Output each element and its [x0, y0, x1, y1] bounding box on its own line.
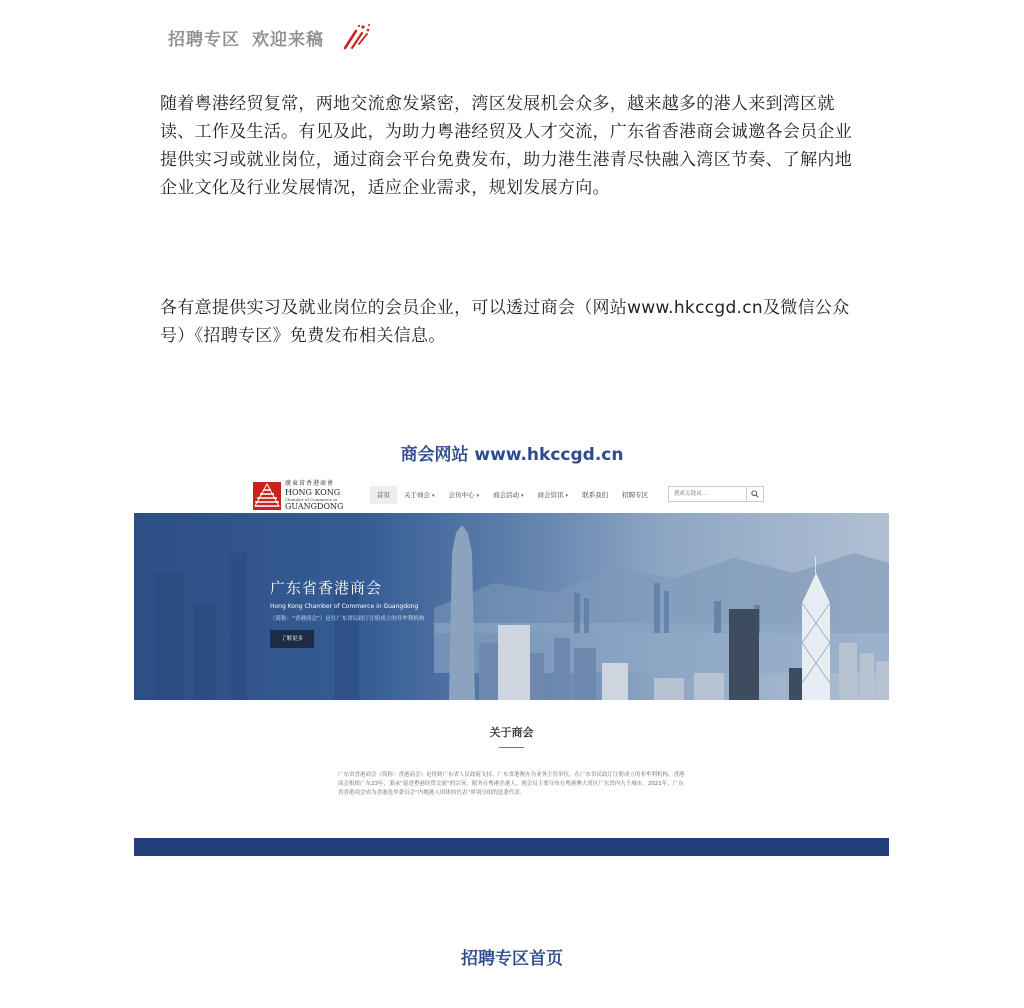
site-navbar: [134, 476, 889, 513]
about-title: 关于商会: [489, 726, 534, 739]
logo-en-line2: Chamber of Commerce in: [285, 497, 338, 502]
website-caption: 商会网站 www.hkccgd.cn: [400, 445, 624, 465]
main-nav: [370, 486, 655, 504]
hero-subtitle-en: Hong Kong Chamber of Commerce in Guangdong: [270, 603, 419, 610]
nav-item-recruit[interactable]: [615, 486, 655, 504]
nav-item-members[interactable]: [442, 486, 487, 504]
recruit-home-caption: 招聘专区首页: [461, 949, 563, 969]
nav-item-events[interactable]: [486, 486, 531, 504]
chevron-down-icon: ▾: [432, 493, 435, 499]
about-text: 广东省香港商会（简称：香港商会）是得到广东省人民政府支持、广东省港澳办为业务主管单位，在广东省民政厅注册成立的非牟利机构。香港商会根植广东23年，秉承“促进粤港经贸交流”的宗旨，服务在粤港企港人。现会员主要分布在粤港澳大湾区广东省内九个城市。2021年，广东省香港商会成为香港选举委员会“内地港人团体的代表”界别分组的选委代表。: [338, 772, 685, 796]
website-screenshot: [134, 476, 889, 856]
search-icon: [751, 490, 759, 498]
firework-icon: [342, 22, 372, 52]
header-section-name: 招聘专区: [168, 29, 240, 50]
header-title: [168, 25, 324, 50]
about-divider: [499, 747, 524, 748]
nav-item-label: 招聘专区: [622, 491, 649, 499]
hero-banner: [134, 513, 889, 700]
learn-more-button[interactable]: 了解更多: [270, 630, 314, 648]
nav-item-news[interactable]: [531, 486, 576, 504]
site-search: [668, 486, 764, 502]
chevron-down-icon: ▾: [565, 493, 569, 499]
skyline-image: [134, 513, 889, 700]
nav-item-contact[interactable]: [575, 486, 615, 504]
nav-item-label: 会员中心: [448, 491, 475, 499]
hero-subtitle-cn: （简称：“香港商会”）是在广东省民政厅注册成立的非牟利机构: [270, 616, 425, 622]
publish-paragraph: 各有意提供实习及就业岗位的会员企业，可以透过商会（网站www.hkccgd.cn及微信公众号）《招聘专区》免费发布相关信息。: [160, 298, 850, 346]
nav-item-label: 联系我们: [582, 491, 609, 499]
section-header: [168, 22, 372, 52]
search-button[interactable]: [746, 487, 763, 501]
chevron-down-icon: ▾: [476, 493, 480, 499]
footer-bar: [134, 838, 889, 856]
nav-item-label: 商会活动: [493, 491, 520, 499]
nav-item-label: 商会资讯: [537, 491, 564, 499]
nav-item-home[interactable]: [370, 486, 397, 504]
logo-en-line3: GUANGDONG: [285, 502, 344, 511]
site-logo[interactable]: [252, 480, 347, 512]
nav-item-label: 关于商会: [404, 491, 430, 499]
intro-paragraph: 随着粤港经贸复常，两地交流愈发紧密，湾区发展机会众多，越来越多的港人来到湾区就读、工作及生活。有见及此，为助力粤港经贸及人才交流，广东省香港商会诚邀各会员企业提供实习或就业岗位，通过商会平台免费发布，助力港生港青尽快融入湾区节奏、了解内地企业文化及行业发展情况，适应企业需求，规划发展方向。: [160, 94, 852, 198]
search-input[interactable]: [669, 487, 746, 501]
nav-item-about[interactable]: [397, 486, 442, 504]
chevron-down-icon: ▾: [521, 493, 524, 499]
logo-en-line1: HONG KONG: [285, 488, 341, 497]
header-subtitle: 欢迎来稿: [252, 29, 324, 50]
logo-cn-name: 廣東省香港商會: [285, 480, 335, 487]
nav-item-label: 首页: [377, 491, 390, 499]
hero-title: 广东省香港商会: [270, 579, 383, 597]
chamber-logo-icon: [252, 481, 282, 511]
